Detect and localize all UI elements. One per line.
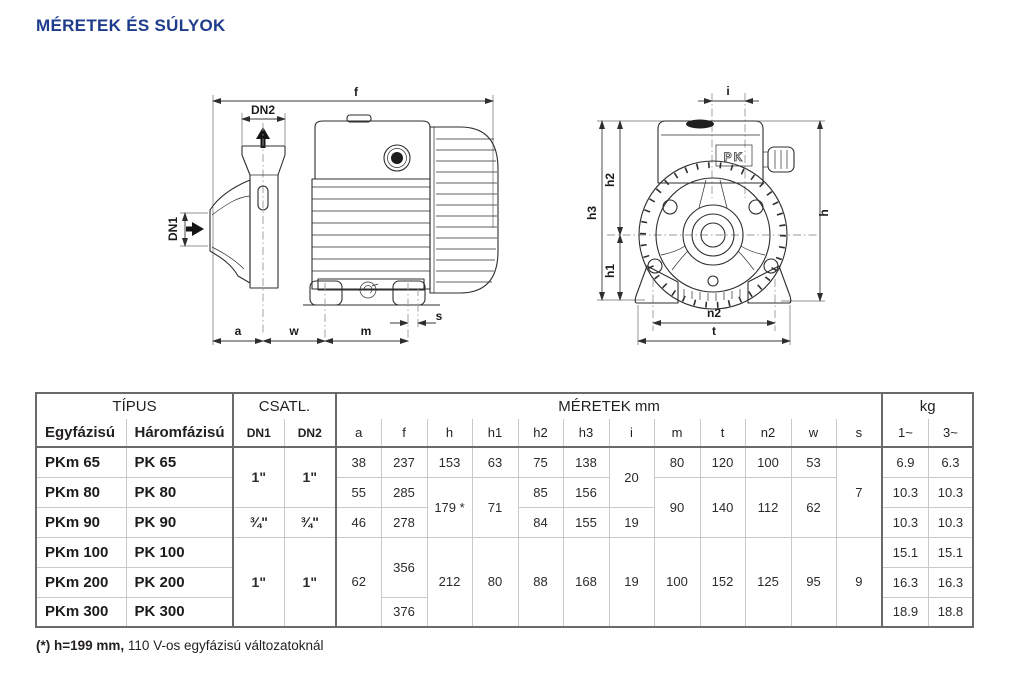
- cell-kg3: 6.3: [928, 447, 973, 477]
- flow-direction-right-icon: [186, 222, 204, 236]
- cell-kg3: 10.3: [928, 477, 973, 507]
- dim-label-m: m: [360, 324, 372, 338]
- volute-detail: [212, 196, 250, 215]
- cell-type-single: PKm 80: [36, 477, 126, 507]
- col-header-egyfazisu: Egyfázisú: [36, 419, 126, 447]
- pump-outlet-port: [242, 146, 285, 288]
- col-header-dn2: DN2: [284, 419, 336, 447]
- fan-cover-fins: [436, 139, 497, 282]
- pump-foot-front: [310, 281, 342, 305]
- cell-h3: 138: [563, 447, 609, 477]
- cell-i: 20: [609, 447, 654, 507]
- cell-h1: 80: [472, 537, 518, 627]
- cell-m: 90: [654, 477, 700, 537]
- table-row-pkm100: [36, 537, 973, 567]
- cell-h1: 71: [472, 477, 518, 537]
- cell-type-three: PK 100: [126, 537, 233, 567]
- cell-t: 120: [700, 447, 745, 477]
- cell-h2: 88: [518, 537, 563, 627]
- cell-f: 285: [381, 477, 427, 507]
- cell-w: 95: [791, 537, 836, 627]
- cell-w: 53: [791, 447, 836, 477]
- cell-kg3: 16.3: [928, 567, 973, 597]
- col-header-h1: h1: [472, 419, 518, 447]
- dim-label-i: i: [726, 84, 730, 98]
- cell-a: 38: [336, 447, 381, 477]
- cell-type-three: PK 65: [126, 447, 233, 477]
- col-header-t: t: [700, 419, 745, 447]
- dim-label-dn2: DN2: [250, 103, 276, 117]
- page-title: MÉRETEK ÉS SÚLYOK: [36, 16, 226, 35]
- cell-t: 140: [700, 477, 745, 537]
- cell-i: 19: [609, 507, 654, 537]
- cell-type-single: PKm 65: [36, 447, 126, 477]
- cell-h2: 85: [518, 477, 563, 507]
- col-header-h2: h2: [518, 419, 563, 447]
- dim-label-h1: h1: [603, 263, 617, 279]
- cell-type-three: PK 80: [126, 477, 233, 507]
- col-header-dn1: DN1: [233, 419, 284, 447]
- dim-label-h: h: [817, 209, 831, 217]
- table-row-pkm80: [36, 477, 973, 507]
- cell-kg1: 15.1: [882, 537, 928, 567]
- terminal-box: [658, 121, 763, 183]
- cell-kg3: 18.8: [928, 597, 973, 627]
- dim-label-s: s: [435, 309, 443, 323]
- cover-bolt: [648, 259, 662, 273]
- dim-label-t: t: [712, 324, 716, 338]
- dim-label-w: w: [289, 324, 299, 338]
- footnote: [36, 638, 324, 653]
- footnote-bold: (*) h=199 mm,: [36, 638, 125, 653]
- cell-kg1: 16.3: [882, 567, 928, 597]
- col-header-m: m: [654, 419, 700, 447]
- dimensions-table: [35, 392, 974, 628]
- col-header-s: s: [836, 419, 882, 447]
- cell-dn2: ¾": [284, 507, 336, 537]
- drain-hole: [708, 276, 718, 286]
- col-header-h: h: [427, 419, 472, 447]
- pump-front-view-svg: [585, 83, 880, 360]
- dim-label-a: a: [234, 324, 242, 338]
- base-ribs: [684, 289, 740, 301]
- cell-type-single: PKm 200: [36, 567, 126, 597]
- cell-type-three: PK 90: [126, 507, 233, 537]
- cell-a: 55: [336, 477, 381, 507]
- cell-kg1: 10.3: [882, 507, 928, 537]
- col-header-f: f: [381, 419, 427, 447]
- cell-n2: 100: [745, 447, 791, 477]
- motor-body: [312, 179, 430, 289]
- volute-detail: [212, 247, 244, 269]
- group-header-tipus: TÍPUS: [112, 398, 157, 415]
- dim-label-dn1: DN1: [166, 216, 180, 242]
- col-header-kg3: 3~: [928, 419, 973, 447]
- table-row-pkm65: [36, 447, 973, 477]
- cell-h: 212: [427, 537, 472, 627]
- cell-f: 356: [381, 537, 427, 597]
- cell-type-three: PK 300: [126, 597, 233, 627]
- pump-front-view-drawing: [585, 83, 880, 360]
- pump-side-view-svg: [140, 83, 540, 360]
- pump-foot-right: [748, 266, 791, 303]
- cell-kg3: 15.1: [928, 537, 973, 567]
- fan-cover: [430, 127, 498, 293]
- group-header-kg: kg: [882, 393, 973, 419]
- knob-stem: [763, 152, 768, 167]
- dim-label-f: f: [354, 85, 358, 99]
- cell-t: 152: [700, 537, 745, 627]
- cell-kg3: 10.3: [928, 507, 973, 537]
- col-header-h3: h3: [563, 419, 609, 447]
- cell-w: 62: [791, 477, 836, 537]
- cover-bolt: [663, 200, 677, 214]
- cell-h3: 156: [563, 477, 609, 507]
- dim-label-h2: h2: [603, 172, 617, 188]
- dim-label-n2: n2: [706, 306, 722, 320]
- cell-h: 179 *: [427, 477, 472, 537]
- pump-foot-rear: [393, 281, 425, 305]
- cell-dn2: 1": [284, 447, 336, 507]
- cell-type-three: PK 200: [126, 567, 233, 597]
- cell-dn2: 1": [284, 537, 336, 627]
- cell-h3: 155: [563, 507, 609, 537]
- cell-kg1: 18.9: [882, 597, 928, 627]
- cell-h2: 84: [518, 507, 563, 537]
- cover-bolt: [764, 259, 778, 273]
- dim-label-h3: h3: [585, 205, 599, 221]
- cell-type-single: PKm 300: [36, 597, 126, 627]
- cell-dn1: ¾": [233, 507, 284, 537]
- footnote-text: 110 V-os egyfázisú változatoknál: [124, 638, 324, 653]
- cell-a: 62: [336, 537, 381, 627]
- cell-type-single: PKm 100: [36, 537, 126, 567]
- terminal-box-notch: [686, 120, 714, 129]
- cell-h3: 168: [563, 537, 609, 627]
- cell-kg1: 10.3: [882, 477, 928, 507]
- cell-dn1: 1": [233, 537, 284, 627]
- cell-h1: 63: [472, 447, 518, 477]
- group-header-meretek: MÉRETEK mm: [336, 393, 882, 419]
- col-header-a: a: [336, 419, 381, 447]
- col-header-w: w: [791, 419, 836, 447]
- cell-type-single: PKm 90: [36, 507, 126, 537]
- pump-volute: [210, 180, 250, 283]
- cell-f: 278: [381, 507, 427, 537]
- cell-m: 80: [654, 447, 700, 477]
- cell-h: 153: [427, 447, 472, 477]
- cell-f: 376: [381, 597, 427, 627]
- filler-plug-center: [391, 152, 403, 164]
- cell-h2: 75: [518, 447, 563, 477]
- col-header-haromfazisu: Háromfázisú: [126, 419, 233, 447]
- cell-s: 9: [836, 537, 882, 627]
- pump-side-view-drawing: [140, 83, 540, 360]
- cover-bolt: [749, 200, 763, 214]
- cell-m: 100: [654, 537, 700, 627]
- pk-badge: PK: [723, 150, 745, 164]
- cell-kg1: 6.9: [882, 447, 928, 477]
- cell-a: 46: [336, 507, 381, 537]
- col-header-i: i: [609, 419, 654, 447]
- cell-n2: 125: [745, 537, 791, 627]
- col-header-kg1: 1~: [882, 419, 928, 447]
- col-header-n2: n2: [745, 419, 791, 447]
- cell-s: 7: [836, 447, 882, 537]
- cell-n2: 112: [745, 477, 791, 537]
- motor-fins: [312, 187, 430, 271]
- cell-f: 237: [381, 447, 427, 477]
- group-header-csatl: CSATL.: [233, 393, 336, 419]
- cell-dn1: 1": [233, 447, 284, 507]
- terminal-box: [315, 121, 430, 179]
- cell-i: 19: [609, 537, 654, 627]
- pump-foot-left: [635, 266, 678, 303]
